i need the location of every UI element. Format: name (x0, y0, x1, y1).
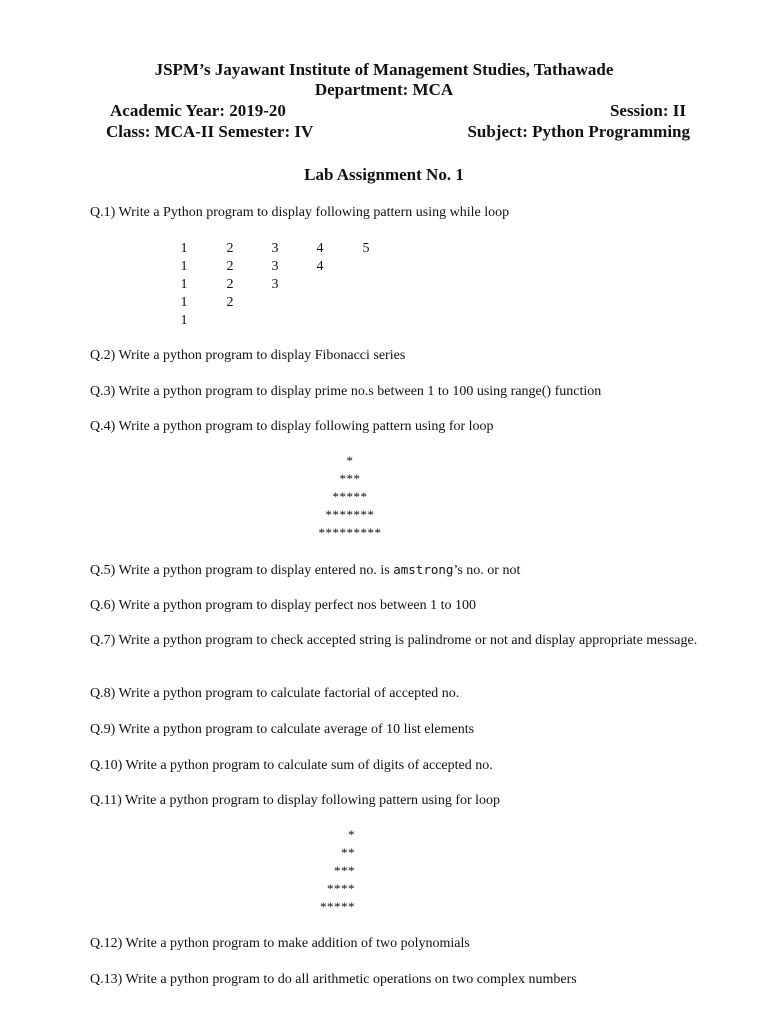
question-12: Q.12) Write a python program to make addition of two polynomials (90, 936, 470, 951)
pyramid-row: ********* (318, 525, 382, 540)
pattern-number: 2 (226, 277, 234, 292)
pattern-number: 3 (271, 277, 279, 292)
question-11: Q.11) Write a python program to display following pattern using for loop (90, 793, 501, 808)
right-triangle-row: ** (341, 845, 355, 860)
right-triangle-row: *** (334, 863, 355, 878)
question-13: Q.13) Write a python program to do all arithmetic operations on two complex numbers (90, 972, 577, 987)
question-7: Q.7) Write a python program to check accepted string is palindrome or not and display appropriate message. (90, 633, 698, 648)
pattern-number: 5 (362, 241, 370, 256)
question-8: Q.8) Write a python program to calculate factorial of accepted no. (90, 686, 460, 701)
question-5 (90, 561, 710, 580)
pyramid-row: *** (339, 471, 361, 486)
class-semester: Class: MCA-II Semester: IV (106, 122, 314, 141)
pyramid-row: ******* (325, 507, 375, 522)
pattern-number: 2 (226, 259, 234, 274)
question-4: Q.4) Write a python program to display following pattern using for loop (90, 419, 494, 434)
assignment-title: Lab Assignment No. 1 (304, 165, 464, 184)
pattern-number: 1 (180, 241, 188, 256)
right-triangle-row: ***** (320, 899, 355, 914)
right-triangle-row: **** (327, 881, 355, 896)
question-3: Q.3) Write a python program to display prime no.s between 1 to 100 using range() function (90, 384, 602, 399)
question-5-text-a: Q.5) Write a python program to display entered no. is (90, 563, 394, 578)
pattern-number: 4 (316, 259, 324, 274)
institute-name: JSPM’s Jayawant Institute of Management Studies, Tathawade (154, 60, 614, 79)
question-5-word: amstrong (393, 562, 454, 577)
right-triangle-row: * (348, 827, 355, 842)
pattern-number: 3 (271, 241, 279, 256)
session: Session: II (609, 101, 686, 120)
question-6: Q.6) Write a python program to display perfect nos between 1 to 100 (90, 598, 477, 613)
pyramid-row: * (346, 453, 354, 468)
pattern-number: 2 (226, 241, 234, 256)
question-9: Q.9) Write a python program to calculate average of 10 list elements (90, 722, 475, 737)
question-10: Q.10) Write a python program to calculate sum of digits of accepted no. (90, 758, 493, 773)
department: Department: MCA (314, 80, 454, 99)
pattern-number: 1 (180, 295, 188, 310)
pyramid-row: ***** (332, 489, 368, 504)
pattern-number: 1 (180, 259, 188, 274)
pattern-number: 1 (180, 277, 188, 292)
pattern-number: 2 (226, 295, 234, 310)
question-2: Q.2) Write a python program to display Fibonacci series (90, 348, 406, 363)
question-1: Q.1) Write a Python program to display following pattern using while loop (90, 205, 510, 220)
pattern-number: 3 (271, 259, 279, 274)
pattern-number: 1 (180, 313, 188, 328)
pattern-number: 4 (316, 241, 324, 256)
question-5-text-b: ’s no. or not (453, 563, 521, 578)
subject: Subject: Python Programming (467, 122, 690, 141)
academic-year: Academic Year: 2019-20 (110, 101, 286, 120)
